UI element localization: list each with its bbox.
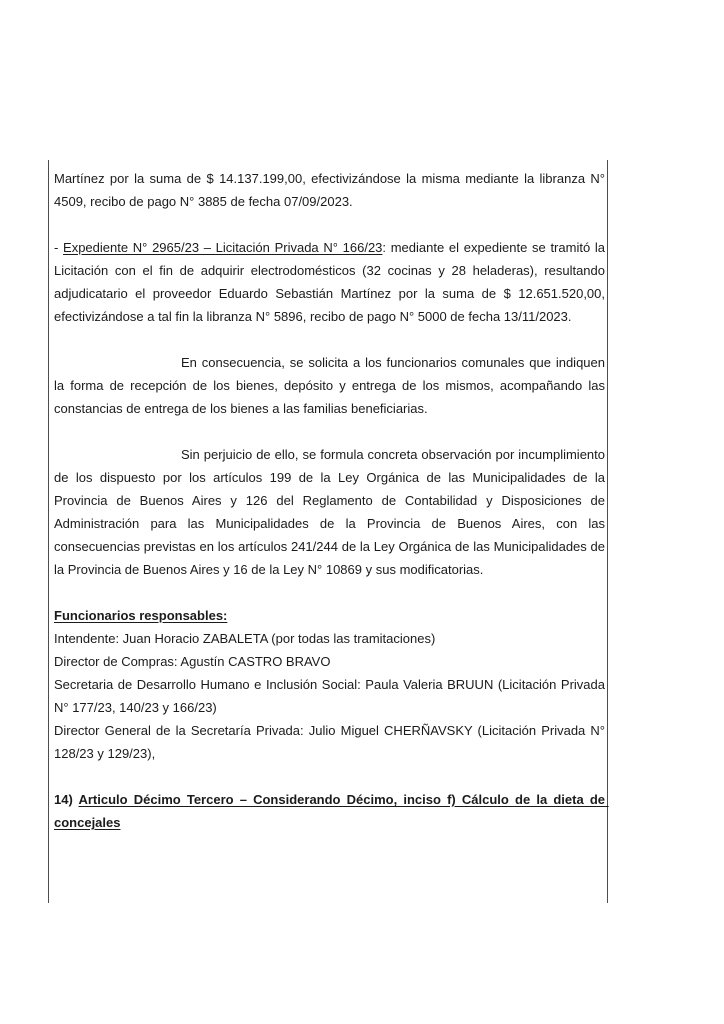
doc-paragraph-9 <box>54 627 605 650</box>
blank-line <box>54 213 605 236</box>
blank-line <box>54 420 605 443</box>
blank-line <box>54 581 605 604</box>
text-frame <box>48 160 608 903</box>
text-segment: Intendente: Juan Horacio ZABALETA (por todas las tramitaciones) <box>54 631 436 646</box>
text-segment: Sin perjuicio de ello, se formula concreta observación por incumplimiento de los dispuesto por los artículos 199 de la Ley Orgánica de las Municipalidades de la Provincia de Buenos Aires y 126 del Reglamento de Contabilidad y Disposiciones de Administración para las Municipalidades de la Provincia de Buenos Aires, con las consecuencias previstas en los artículos 241/244 de la Ley Orgánica de las Municipalidades de la Provincia de Buenos Aires y 16 de la Ley N° 10869 y sus modificatorias. <box>54 447 609 577</box>
doc-paragraph-12 <box>54 719 609 765</box>
doc-paragraph-4 <box>54 351 609 420</box>
doc-paragraph-2 <box>54 236 609 328</box>
text-segment: - <box>54 240 64 255</box>
doc-paragraph-0 <box>54 167 609 213</box>
blank-line <box>54 328 605 351</box>
text-segment: En consecuencia, se solicita a los funcionarios comunales que indiquen la forma de recepción de los bienes, depósito y entrega de los mismos, acompañando las constancias de entrega de los bienes a las familias beneficiarias. <box>54 355 609 416</box>
text-segment: 14) <box>54 792 79 807</box>
text-segment: : mediante el expediente se tramitó la Licitación con el fin de adquirir electrodomésticos (32 cocinas y 28 heladeras), resultando adjudicatario el proveedor Eduardo Sebastián Martínez por la suma de $ 12.651.520,00, efectivizándose a tal fin la libranza N° 5896, recibo de pago N° 5000 de fecha 13/11/2023. <box>54 240 609 324</box>
text-segment: Articulo Décimo Tercero – Considerando Décimo, inciso f) Cálculo de la dieta de concejales <box>54 792 609 830</box>
text-segment: Director General de la Secretaría Privada: Julio Miguel CHERÑAVSKY (Licitación Privada N° 128/23 y 129/23), <box>54 723 609 761</box>
text-segment: Martínez por la suma de $ 14.137.199,00, efectivizándose la misma mediante la libranza N° 4509, recibo de pago N° 3885 de fecha 07/09/2023. <box>54 171 609 209</box>
text-segment: Funcionarios responsables: <box>54 608 228 623</box>
doc-paragraph-10 <box>54 650 605 673</box>
doc-paragraph-11 <box>54 673 609 719</box>
text-segment: Secretaria de Desarrollo Humano e Inclusión Social: Paula Valeria BRUUN (Licitación Privada N° 177/23, 140/23 y 166/23) <box>54 677 609 715</box>
blank-line <box>54 765 605 788</box>
text-segment: Director de Compras: Agustín CASTRO BRAVO <box>54 654 331 669</box>
doc-paragraph-14 <box>54 788 609 834</box>
doc-paragraph-8 <box>54 604 605 627</box>
text-segment: Expediente N° 2965/23 – Licitación Privada N° 166/23 <box>63 240 383 255</box>
doc-paragraph-6 <box>54 443 609 581</box>
